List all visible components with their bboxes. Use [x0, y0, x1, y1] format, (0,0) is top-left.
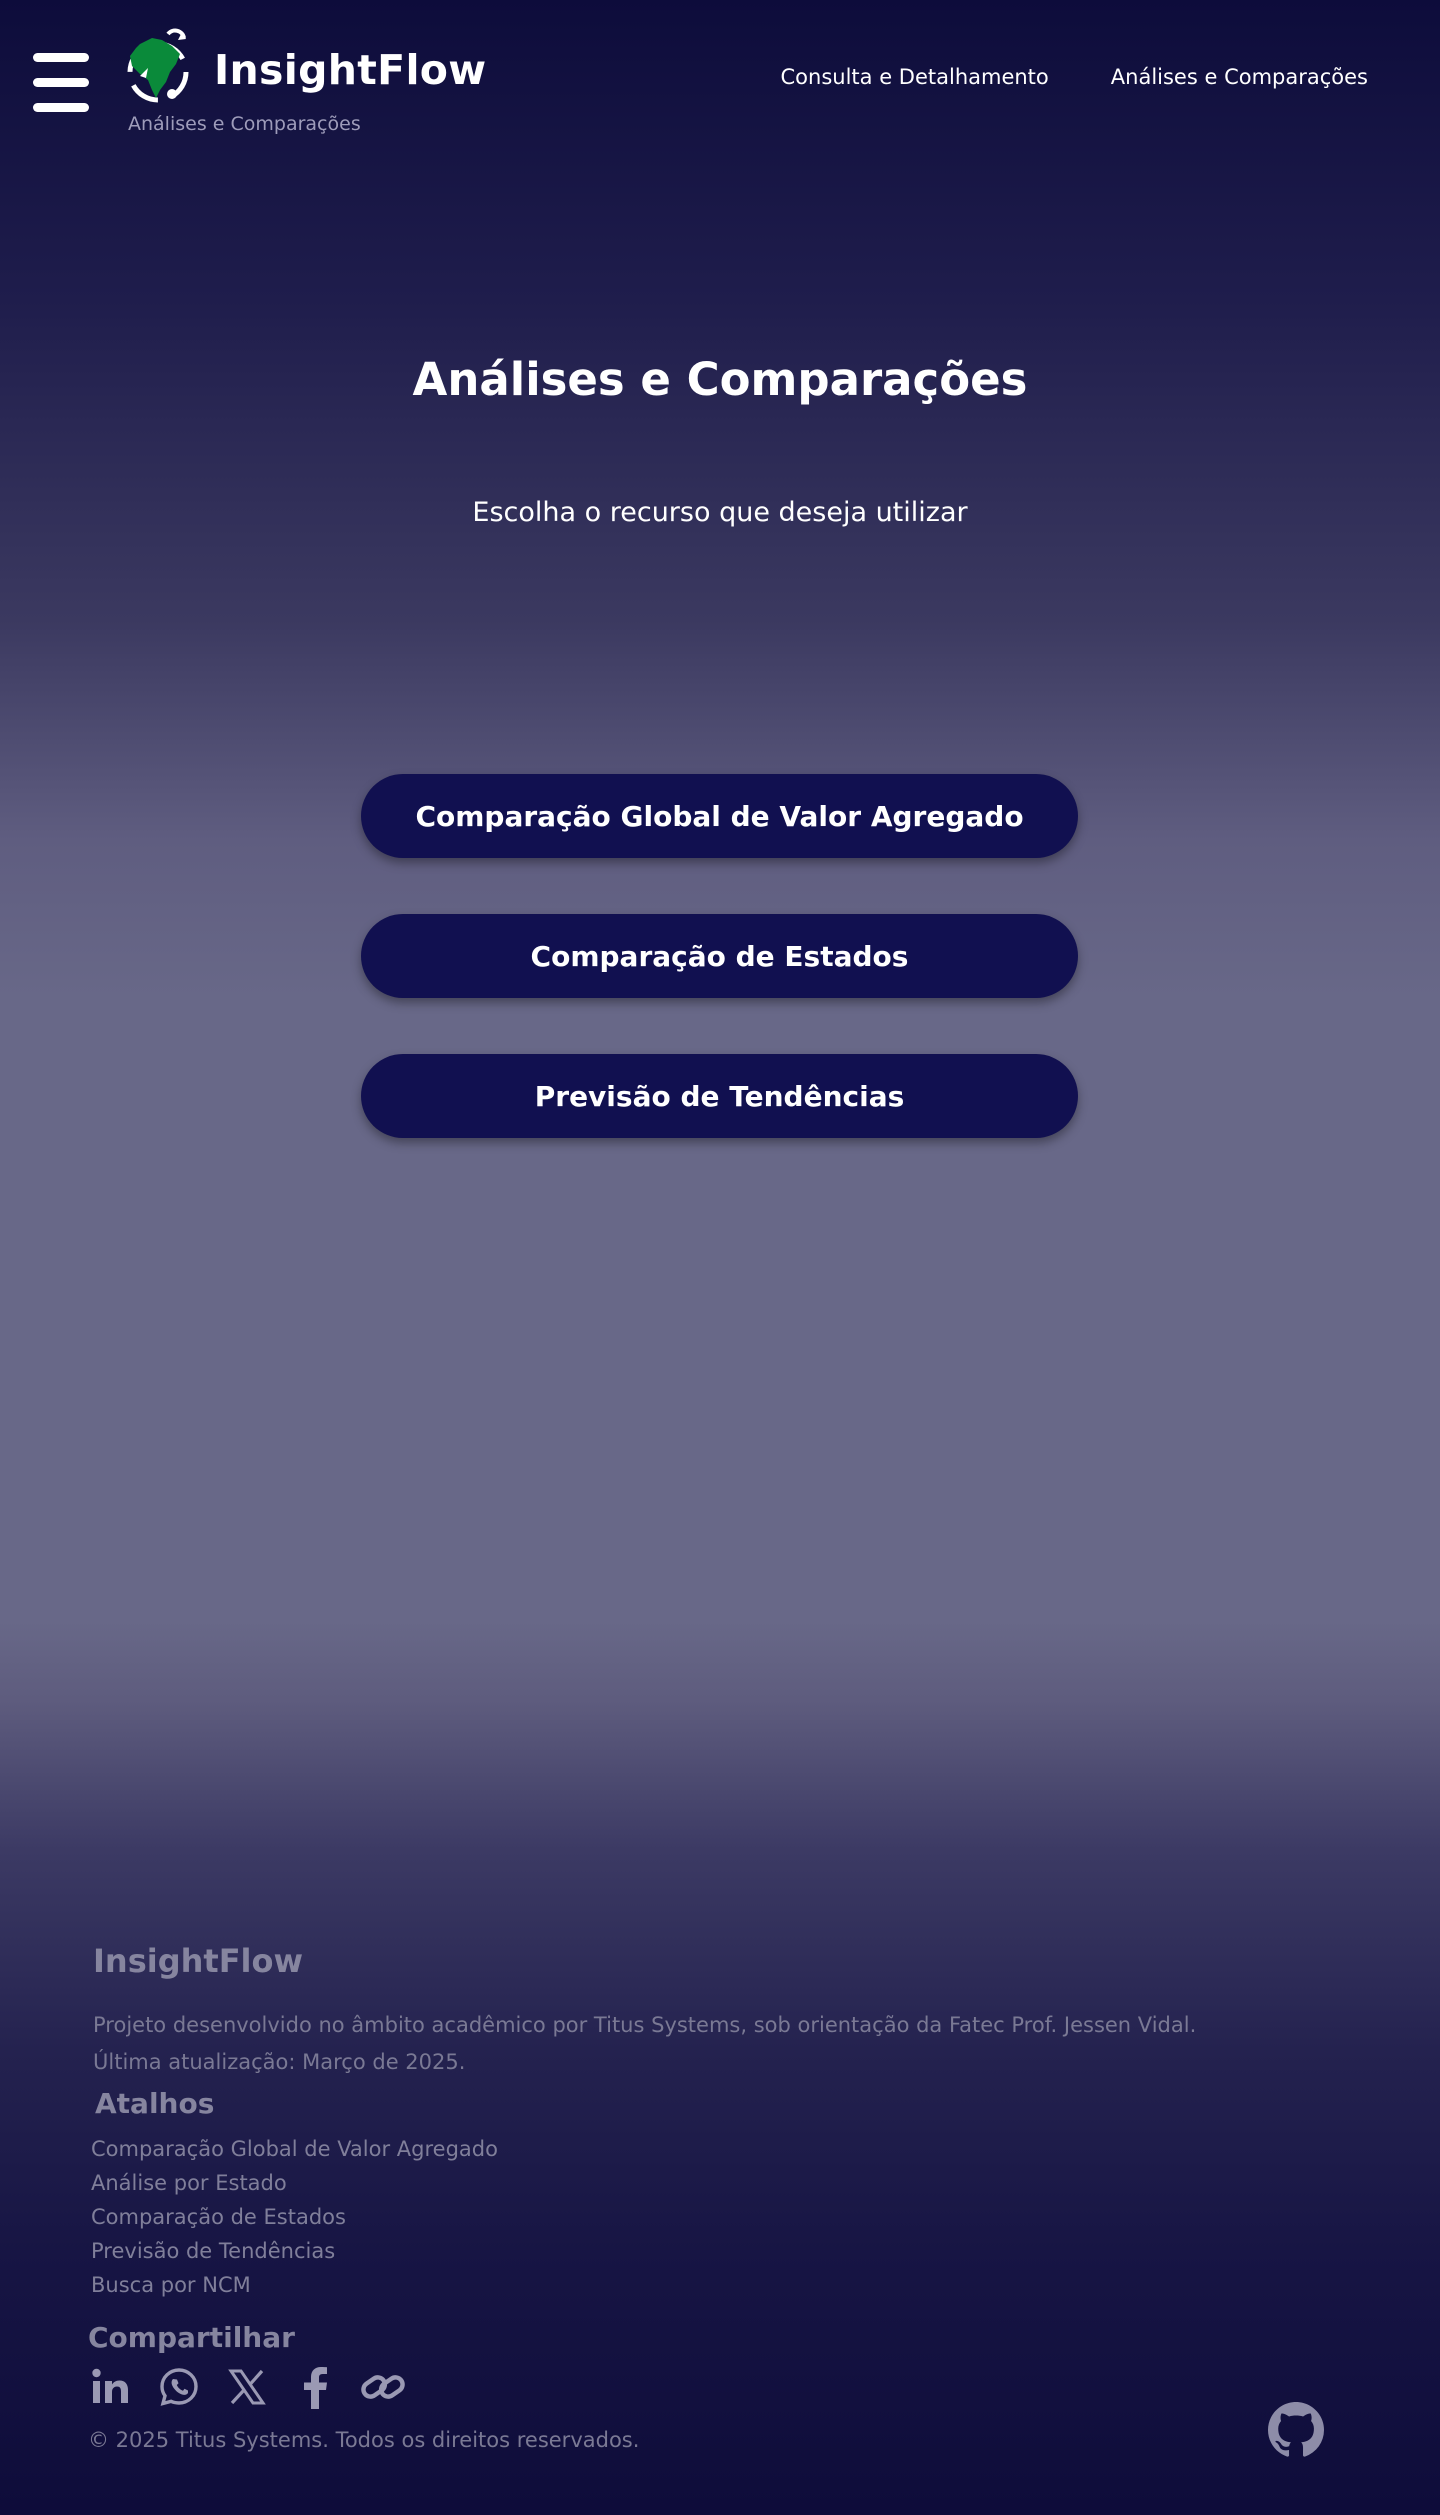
x-icon[interactable] — [224, 2364, 270, 2410]
shortcut-link-state-analysis[interactable]: Análise por Estado — [91, 2171, 287, 2195]
github-icon[interactable] — [1268, 2402, 1324, 2458]
page-subtitle: Escolha o recurso que deseja utilizar — [472, 497, 968, 528]
share-heading: Compartilhar — [88, 2321, 295, 2354]
page-title: Análises e Comparações — [412, 353, 1028, 406]
shortcut-link-ncm-search[interactable]: Busca por NCM — [91, 2273, 251, 2297]
footer-description-line: Projeto desenvolvido no âmbito acadêmico por Titus Systems, sob orientação da Fatec Prof. Jessen Vidal. — [93, 2013, 1197, 2037]
shortcut-list — [91, 2132, 498, 2302]
nav-link-analises[interactable]: Análises e Comparações — [1110, 65, 1368, 89]
brazil-globe-logo-icon[interactable] — [118, 24, 198, 106]
link-icon[interactable] — [360, 2364, 406, 2410]
nav-link-consulta[interactable]: Consulta e Detalhamento — [780, 65, 1049, 89]
global-value-comparison-button[interactable]: Comparação Global de Valor Agregado — [361, 774, 1078, 858]
menu-icon-bar — [33, 103, 89, 112]
shortcuts-heading: Atalhos — [95, 2087, 215, 2120]
menu-icon-bar — [33, 53, 89, 62]
footer-description — [93, 2007, 1196, 2081]
shortcut-link-trend-forecast[interactable]: Previsão de Tendências — [91, 2239, 336, 2263]
shortcut-link-state-comparison[interactable]: Comparação de Estados — [91, 2205, 346, 2229]
facebook-icon[interactable] — [292, 2364, 338, 2410]
top-nav — [781, 65, 1368, 89]
shortcut-link-global-comparison[interactable]: Comparação Global de Valor Agregado — [91, 2137, 498, 2161]
footer-description-line: Última atualização: Março de 2025. — [93, 2050, 466, 2074]
brand-title[interactable]: InsightFlow — [214, 46, 487, 94]
copyright: © 2025 Titus Systems. Todos os direitos reservados. — [88, 2428, 640, 2452]
trend-forecast-button[interactable]: Previsão de Tendências — [361, 1054, 1078, 1138]
menu-icon[interactable] — [33, 50, 89, 114]
brand-subtitle: Análises e Comparações — [128, 113, 361, 135]
state-comparison-button[interactable]: Comparação de Estados — [361, 914, 1078, 998]
whatsapp-icon[interactable] — [156, 2364, 202, 2410]
linkedin-icon[interactable] — [88, 2364, 134, 2410]
menu-icon-bar — [33, 78, 89, 87]
footer-brand: InsightFlow — [93, 1942, 304, 1980]
share-icons — [88, 2364, 406, 2410]
